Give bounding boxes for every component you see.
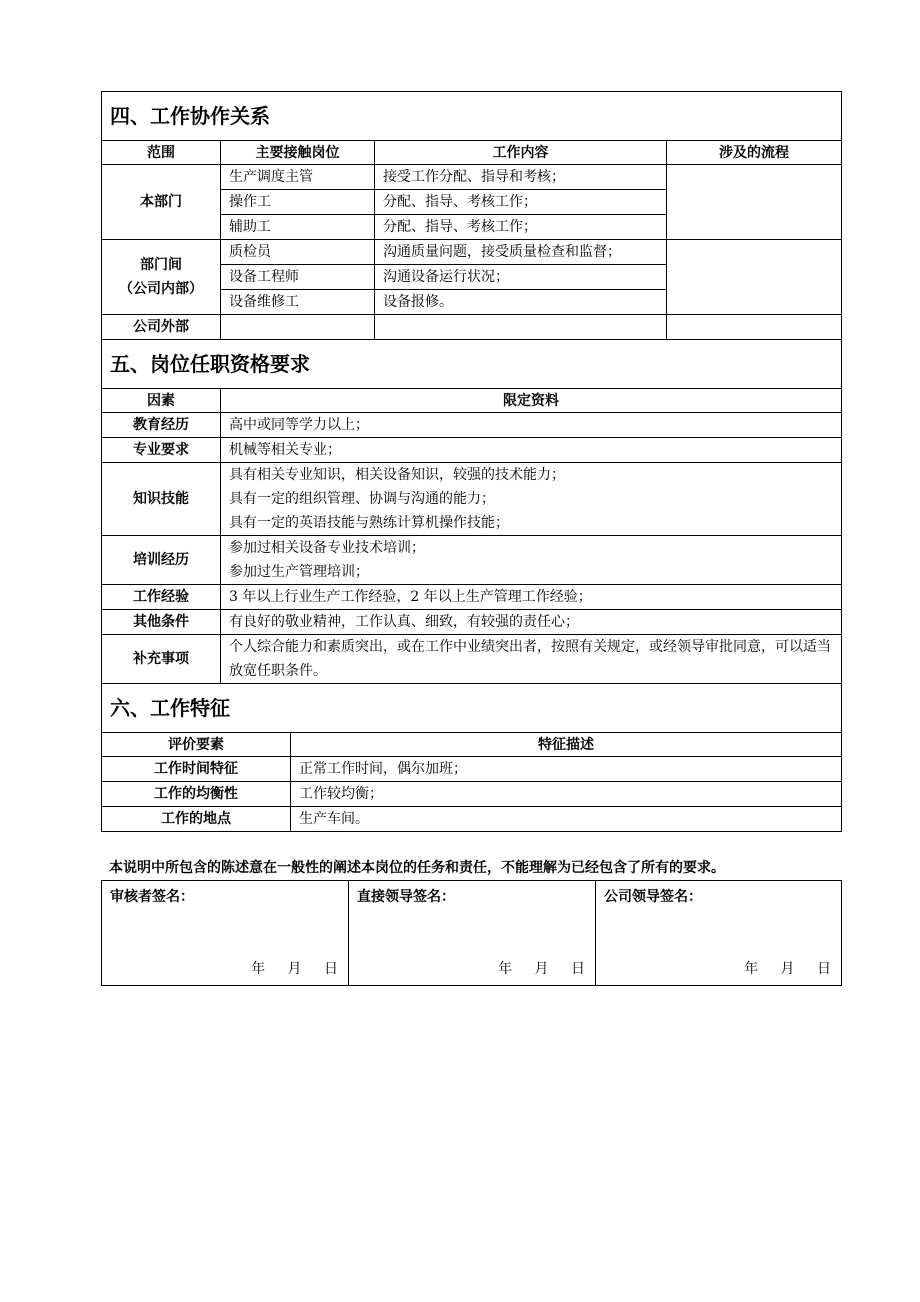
section4-title: 四、工作协作关系 (102, 92, 842, 141)
factor-line: 具有相关专业知识，相关设备知识，较强的技术能力； (229, 467, 565, 483)
factor-line: 具有一定的组织管理、协调与沟通的能力； (229, 491, 495, 507)
feature-value: 正常工作时间，偶尔加班； (291, 757, 842, 782)
scope-inter-dept (102, 240, 221, 315)
factor-label: 其他条件 (102, 610, 221, 635)
content-cell: 沟通质量问题，接受质量检查和监督； (375, 240, 667, 265)
job-table (101, 91, 842, 832)
process-cell (667, 165, 842, 240)
table-row (102, 585, 842, 610)
section4-header-row (102, 92, 842, 141)
content-cell: 分配、指导、考核工作； (375, 190, 667, 215)
factor-value: 3 年以上行业生产工作经验，2 年以上生产管理工作经验； (221, 585, 842, 610)
signature-cell-reviewer[interactable] (102, 881, 349, 986)
table-row (102, 757, 842, 782)
section6-title: 六、工作特征 (102, 684, 842, 733)
col-header-factor: 因素 (102, 389, 221, 413)
factor-line: 参加过生产管理培训； (229, 564, 369, 580)
factor-value: 机械等相关专业； (221, 438, 842, 463)
post-cell: 操作工 (221, 190, 375, 215)
factor-label: 工作经验 (102, 585, 221, 610)
feature-label: 工作的地点 (102, 807, 291, 832)
table-row (102, 635, 842, 684)
signature-table (101, 880, 842, 986)
table-row (102, 463, 842, 536)
post-cell: 生产调度主管 (221, 165, 375, 190)
content-cell: 设备报修。 (375, 290, 667, 315)
job-description-sheet (101, 91, 841, 832)
table-row (102, 315, 842, 340)
factor-label: 专业要求 (102, 438, 221, 463)
feature-value: 工作较均衡； (291, 782, 842, 807)
signature-title: 直接领导签名： (357, 889, 455, 905)
factor-line: 具有一定的英语技能与熟练计算机操作技能； (229, 515, 509, 531)
disclaimer-note: 本说明中所包含的陈述意在一般性的阐述本岗位的任务和责任，不能理解为已经包含了所有的要求。 (109, 860, 725, 876)
post-cell: 设备工程师 (221, 265, 375, 290)
factor-line: 参加过相关设备专业技术培训； (229, 540, 425, 556)
process-cell (667, 240, 842, 315)
feature-value: 生产车间。 (291, 807, 842, 832)
factor-value: 有良好的敬业精神，工作认真、细致，有较强的责任心； (221, 610, 842, 635)
signature-cell-direct-leader[interactable] (349, 881, 596, 986)
col-header-post: 主要接触岗位 (221, 141, 375, 165)
section6-header-row (102, 684, 842, 733)
content-cell: 分配、指导、考核工作； (375, 215, 667, 240)
content-cell: 沟通设备运行状况； (375, 265, 667, 290)
table-row (102, 807, 842, 832)
content-cell (375, 315, 667, 340)
table-row (102, 413, 842, 438)
signature-date: 年 月 日 (251, 961, 338, 977)
section5-header-row (102, 340, 842, 389)
section4-column-headers (102, 141, 842, 165)
col-header-description: 特征描述 (291, 733, 842, 757)
scope-external: 公司外部 (102, 315, 221, 340)
post-cell: 质检员 (221, 240, 375, 265)
factor-label: 培训经历 (102, 536, 221, 585)
factor-label: 补充事项 (102, 635, 221, 684)
table-row (102, 438, 842, 463)
factor-label: 知识技能 (102, 463, 221, 536)
scope-dept: 本部门 (102, 165, 221, 240)
col-header-qualification: 限定资料 (221, 389, 842, 413)
feature-label: 工作的均衡性 (102, 782, 291, 807)
factor-value (221, 536, 842, 585)
post-cell: 辅助工 (221, 215, 375, 240)
factor-label: 教育经历 (102, 413, 221, 438)
section6-column-headers (102, 733, 842, 757)
post-cell: 设备维修工 (221, 290, 375, 315)
col-header-scope: 范围 (102, 141, 221, 165)
section5-column-headers (102, 389, 842, 413)
table-row (102, 610, 842, 635)
table-row (102, 536, 842, 585)
col-header-content: 工作内容 (375, 141, 667, 165)
table-row (102, 782, 842, 807)
signature-date: 年 月 日 (744, 961, 831, 977)
post-cell (221, 315, 375, 340)
signature-date: 年 月 日 (498, 961, 585, 977)
section5-title: 五、岗位任职资格要求 (102, 340, 842, 389)
factor-value (221, 463, 842, 536)
feature-label: 工作时间特征 (102, 757, 291, 782)
signature-title: 审核者签名： (110, 889, 194, 905)
scope-line1: 部门间 (140, 257, 182, 273)
signature-title: 公司领导签名： (604, 889, 702, 905)
factor-value: 高中或同等学力以上； (221, 413, 842, 438)
content-cell: 接受工作分配、指导和考核； (375, 165, 667, 190)
table-row (102, 165, 842, 190)
col-header-process: 涉及的流程 (667, 141, 842, 165)
factor-value: 个人综合能力和素质突出，或在工作中业绩突出者，按照有关规定，或经领导审批同意，可以适当放宽任职条件。 (221, 635, 842, 684)
table-row (102, 240, 842, 265)
signature-row (102, 881, 842, 986)
signature-block (101, 880, 841, 986)
signature-cell-company-leader[interactable] (596, 881, 842, 986)
col-header-element: 评价要素 (102, 733, 291, 757)
process-cell (667, 315, 842, 340)
scope-line2: （公司内部） (119, 281, 203, 297)
